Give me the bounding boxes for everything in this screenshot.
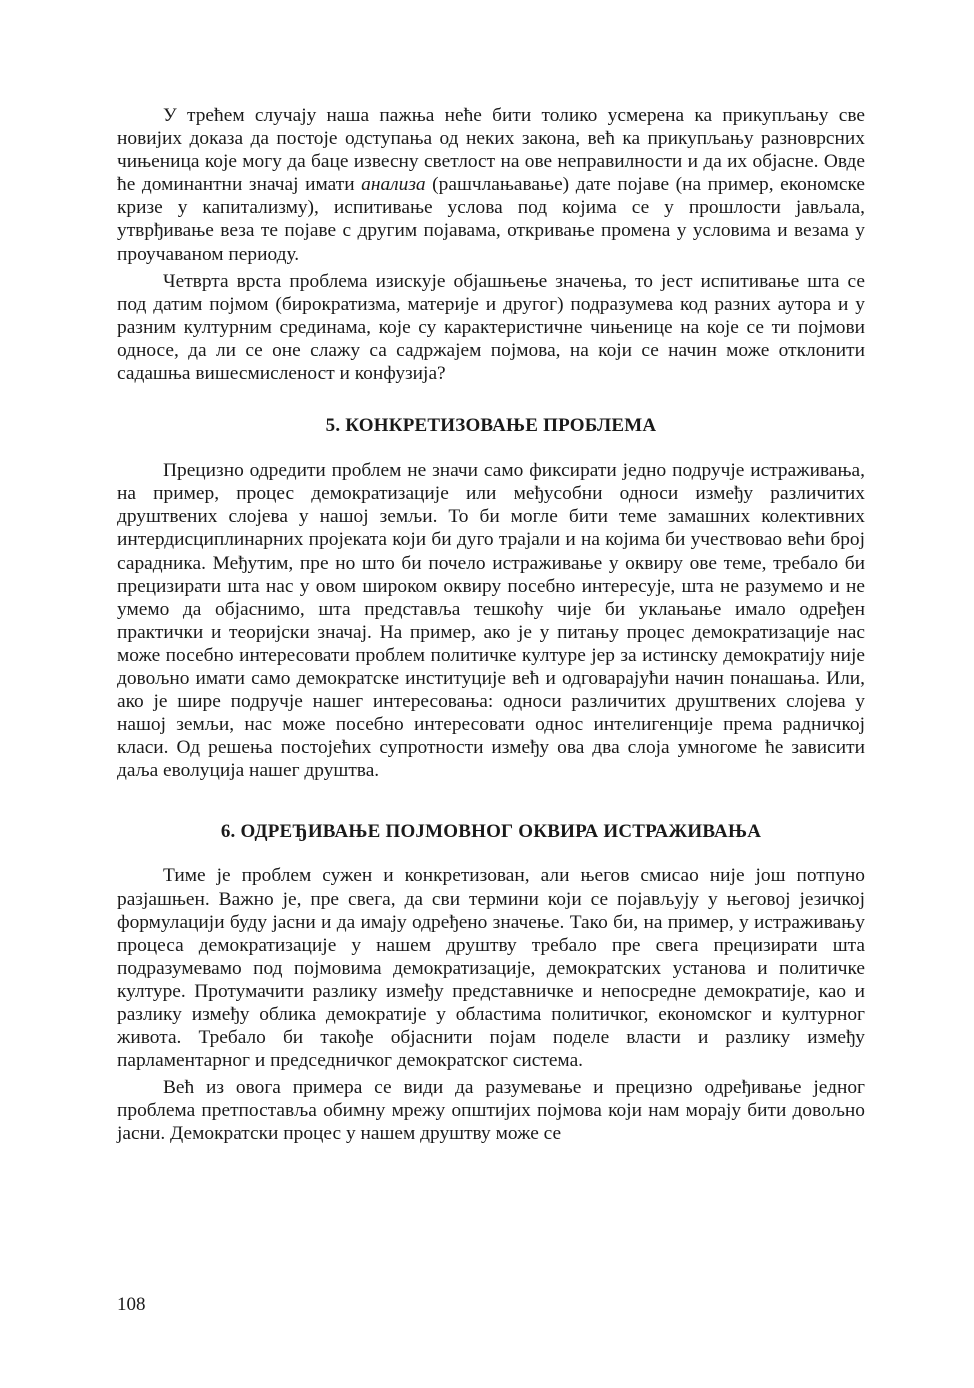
page-body bbox=[117, 104, 865, 1146]
text-run: У трећем случају наша пажња неће бити толико усмерена ка прикупљању све новијих доказа да постоје одступања од неких закона, већ ка прикупљању разноврсних чињеница које могу да баце извесну светлост на ове неправилности и да их објасне. Овде ће доминантни значај имати bbox=[117, 105, 865, 196]
paragraph-intro-1 bbox=[117, 104, 865, 266]
paragraph-section-5: Прецизно одредити проблем не значи само фиксирати једно подручје истраживања, на пример, процес демократизације или међусобни односи између различитих друштвених слојева у нашој земљи. То би могле бити теме замашних колективних интердисциплинарних пројеката који би дуго трајали и на којима би учествовао већи број сарадника. Међутим, пре но што би почело истраживање у оквиру ове теме, требало би прецизирати шта нас у овом широком оквиру посебно интересује, шта не разумемо и не умемо да објаснимо, шта представља тешкоћу чије би уклањање имало одређен практички и теоријски значај. На пример, ако је у питању процес демократизације нас може посебно интересовати проблем политичке културе јер за истинску демократију није довољно имати само демократске институције већ и одговарајући начин понашања. Или, ако је шире подручје нашег интересовања: односи различитих друштвених слојева у нашој земљи, нас може посебно интересовати однос интелигенције према радничкој класи. Од решења постојећих супротности између ова два слоја умногоме ће зависити даља еволуција нашег друштва. bbox=[117, 460, 865, 782]
paragraph-section-6-1: Тиме је проблем сужен и конкретизован, али његов смисао није још потпуно разјашњен. Важно је, пре свега, да сви термини који се појављују у његовој језичкој формулацији буду јасни и да имају одређено значење. Тако би, на пример, у истраживању процеса демократизације у нашем друштву требало пре свега прецизирати шта подразумевамо под појмовима демократизације, демократских установа и политичке културе. Протумачити разлику између представничке и непосредне демократије, као и разлику између облика демократије у областима политичког, економског и културног живота. Требало би такође објаснити појам поделе власти и разлику између парламентарног и председничког демократског система. bbox=[117, 865, 865, 1072]
page-number: 108 bbox=[117, 1294, 146, 1315]
text-run: (рашчлањавање) дате појаве (на пример, економске кризе у капитализму), испитивање услова под којима се у прошлости јављала, утврђивање веза те појаве с другим појавама, откривање промена у условима и везама у проучаваном периоду. bbox=[117, 174, 865, 265]
paragraph-section-6-2: Већ из овога примера се види да разумевање и прецизно одређивање једног проблема претпоставља обимну мрежу општијих појмова који нам морају бити довољно јасни. Демократски процес у нашем друштву може се bbox=[117, 1077, 865, 1145]
paragraph-intro-2: Четврта врста проблема изискује објашњење значења, то јест испитивање шта се под датим појмом (бирократизма, материје и другог) подразумева код разних аутора и у разним културним срединама, које су карактеристичне чињенице на које се ти појмови односе, да ли се оне слажу са садржајем појмова, на који се начин може отклонити садашња вишесмисленост и конфузија? bbox=[117, 270, 865, 385]
section-6-heading: 6. ОДРЕЂИВАЊЕ ПОЈМОВНОГ ОКВИРА ИСТРАЖИВАЊА bbox=[220, 821, 762, 843]
section-5-heading: 5. КОНКРЕТИЗОВАЊЕ ПРОБЛЕМА bbox=[325, 415, 657, 437]
emphasis-term: анализа bbox=[361, 174, 426, 196]
